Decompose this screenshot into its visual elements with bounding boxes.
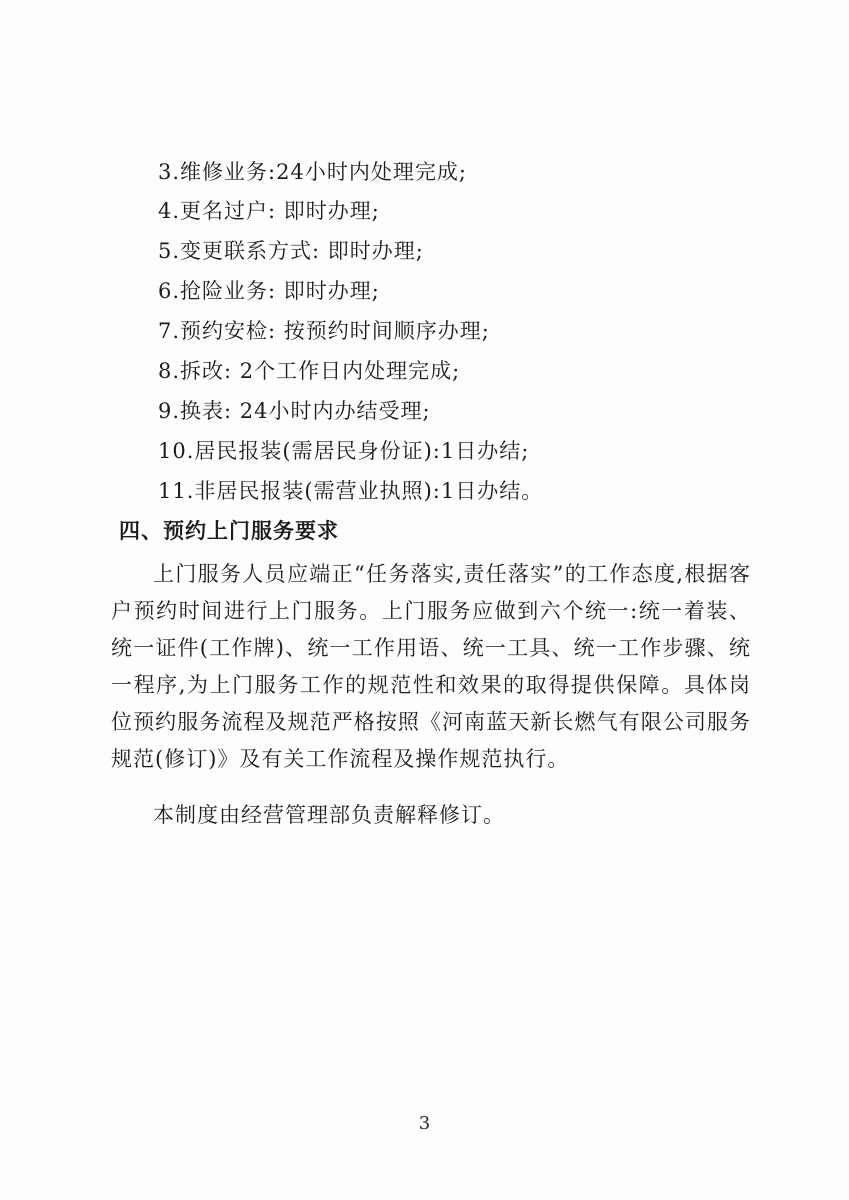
list-item: 6.抢险业务: 即时办理; xyxy=(158,279,380,303)
page-number: 3 xyxy=(418,1113,431,1134)
list-item: 5.变更联系方式: 即时办理; xyxy=(158,239,424,263)
list-item: 10.居民报装(需居民身份证):1日办结; xyxy=(158,439,530,463)
list-item: 7.预约安检: 按预约时间顺序办理; xyxy=(158,319,490,343)
list-item: 11.非居民报装(需营业执照):1日办结。 xyxy=(158,479,544,503)
list-item: 9.换表: 24小时内办结受理; xyxy=(158,399,431,423)
closing-paragraph: 本制度由经营管理部负责解释修订。 xyxy=(153,803,505,827)
list-item: 4.更名过户: 即时办理; xyxy=(158,199,380,223)
list-item: 3.维修业务:24小时内处理完成; xyxy=(158,160,467,184)
list-item: 8.拆改: 2个工作日内处理完成; xyxy=(158,359,461,383)
section-heading: 四、预约上门服务要求 xyxy=(119,519,339,543)
body-paragraph: 上门服务人员应端正“任务落实,责任落实”的工作态度,根据客户预约时间进行上门服务。上门服务应做到六个统一:统一着装、统一证件(工作牌)、统一工作用语、统一工具、统一工作步骤、统一程序,为上门服务工作的规范性和效果的取得提供保障。具体岗位预约服务流程及规范严格按照《河南蓝天新长燃气有限公司服务规范(修订)》及有关工作流程及操作规范执行。 xyxy=(111,562,751,771)
